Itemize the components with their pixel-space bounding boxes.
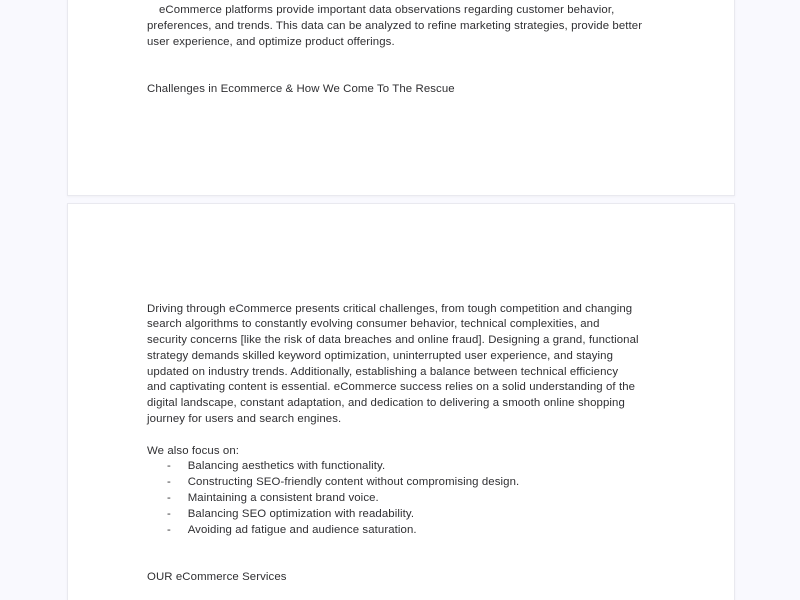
page-1-content bbox=[147, 3, 677, 98]
document-page-2 bbox=[67, 203, 735, 600]
bullet-dash: - bbox=[167, 460, 171, 473]
paragraph-line: digital landscape, constant adaptation, and dedication to delivering a smooth online shopping bbox=[147, 397, 625, 410]
bullet-text: Balancing aesthetics with functionality. bbox=[187, 460, 386, 473]
bullet-item bbox=[147, 459, 677, 475]
bullet-dash: - bbox=[167, 492, 171, 505]
paragraph-line: strategy demands skilled keyword optimization, uninterrupted user experience, and staying bbox=[147, 349, 614, 362]
bullet-dash: - bbox=[167, 523, 171, 536]
paragraph-line: journey for users and search engines. bbox=[147, 413, 342, 426]
paragraph-line: search algorithms to constantly evolving consumer behavior, technical complexities, and bbox=[147, 318, 600, 331]
bullet-item bbox=[147, 475, 677, 491]
focus-intro-line: We also focus on: bbox=[147, 444, 240, 457]
document-page-1 bbox=[67, 0, 735, 196]
bullet-text: Maintaining a consistent brand voice. bbox=[187, 492, 379, 505]
paragraph-line: updated on industry trends. Additionally, establishing a balance between technical efficiency bbox=[147, 365, 619, 378]
bullet-item bbox=[147, 491, 677, 507]
bullet-text: Constructing SEO-friendly content without compromising design. bbox=[187, 476, 520, 489]
bullet-dash: - bbox=[167, 476, 171, 489]
paragraph-line: preferences, and trends. This data can be analyzed to refine marketing strategies, provide better bbox=[147, 19, 643, 32]
paragraph-line: and captivating content is essential. eCommerce success relies on a solid understanding of the bbox=[147, 381, 636, 394]
bullet-text: Avoiding ad fatigue and audience saturation. bbox=[187, 523, 417, 536]
bullet-dash: - bbox=[167, 507, 171, 520]
paragraph-line: eCommerce platforms provide important data observations regarding customer behavior, bbox=[159, 4, 615, 16]
paragraph-line: security concerns [like the risk of data breaches and online fraud]. Designing a grand, functional bbox=[147, 334, 639, 347]
section-heading-services: OUR eCommerce Services bbox=[147, 571, 287, 584]
paragraph-line: user experience, and optimize product offerings. bbox=[147, 35, 395, 48]
bullet-item bbox=[147, 507, 677, 523]
bullet-text: Balancing SEO optimization with readability. bbox=[187, 507, 415, 520]
section-heading-challenges: Challenges in Ecommerce & How We Come To The Rescue bbox=[147, 82, 455, 95]
bullet-item bbox=[147, 523, 677, 539]
page-2-content bbox=[147, 302, 677, 586]
paragraph-line: Driving through eCommerce presents critical challenges, from tough competition and changing bbox=[147, 302, 633, 315]
